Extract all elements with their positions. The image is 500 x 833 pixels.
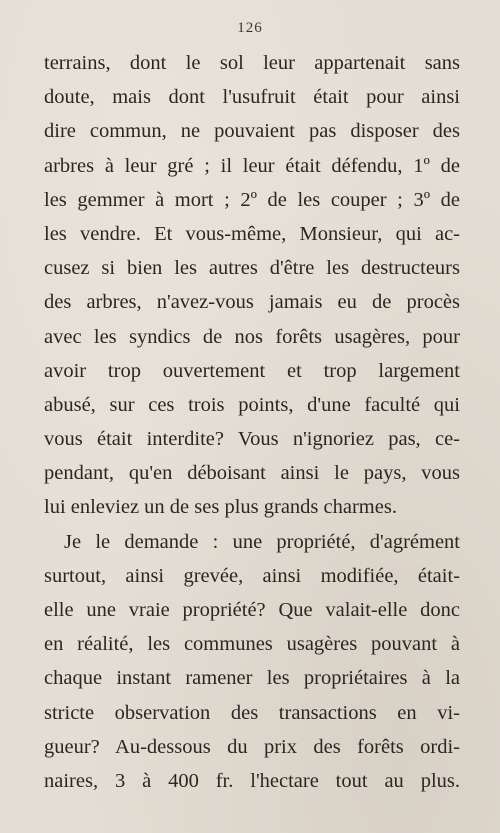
text-line: lui enleviez un de ses plus grands charmes. — [44, 496, 397, 519]
text-line: dire commun, ne pouvaient pas disposer des — [44, 120, 460, 143]
text-line: elle une vraie propriété? Que valait-elle donc — [44, 599, 460, 621]
text-line: naires, 3 à 400 fr. l'hectare tout au plus. — [44, 769, 460, 792]
text-line: les vendre. Et vous-même, Monsieur, qui ac- — [44, 222, 460, 245]
text-line: pendant, qu'en déboisant ainsi le pays, vous — [44, 462, 460, 485]
text-line: stricte observation des transactions en vi- — [44, 701, 460, 724]
paragraph — [44, 525, 460, 799]
text-line: des arbres, n'avez-vous jamais eu de procès — [44, 291, 460, 314]
text-line: vous était interdite? Vous n'ignoriez pas, ce- — [44, 428, 460, 451]
text-line: abusé, sur ces trois points, d'une faculté qui — [44, 393, 460, 416]
text-line: surtout, ainsi grevée, ainsi modifiée, était- — [44, 564, 460, 587]
body-text — [44, 46, 460, 798]
text-line: doute, mais dont l'usufruit était pour ainsi — [44, 86, 460, 109]
text-line: arbres à leur gré ; il leur était défendu, 1º de — [44, 154, 460, 177]
text-line: avoir trop ouvertement et trop largement — [44, 359, 460, 382]
text-line: Je le demande : une propriété, d'agrément — [64, 530, 460, 553]
text-line: cusez si bien les autres d'être les destructeurs — [44, 257, 460, 280]
page-number: 126 — [237, 20, 263, 36]
text-line: terrains, dont le sol leur appartenait sans — [44, 52, 460, 74]
text-line: les gemmer à mort ; 2º de les couper ; 3º de — [44, 188, 460, 211]
paragraph — [44, 46, 460, 525]
text-line: gueur? Au-dessous du prix des forêts ordi- — [44, 735, 460, 758]
text-line: chaque instant ramener les propriétaires à la — [44, 667, 460, 690]
text-line: en réalité, les communes usagères pouvant à — [44, 633, 460, 656]
text-line: avec les syndics de nos forêts usagères, pour — [44, 325, 460, 348]
